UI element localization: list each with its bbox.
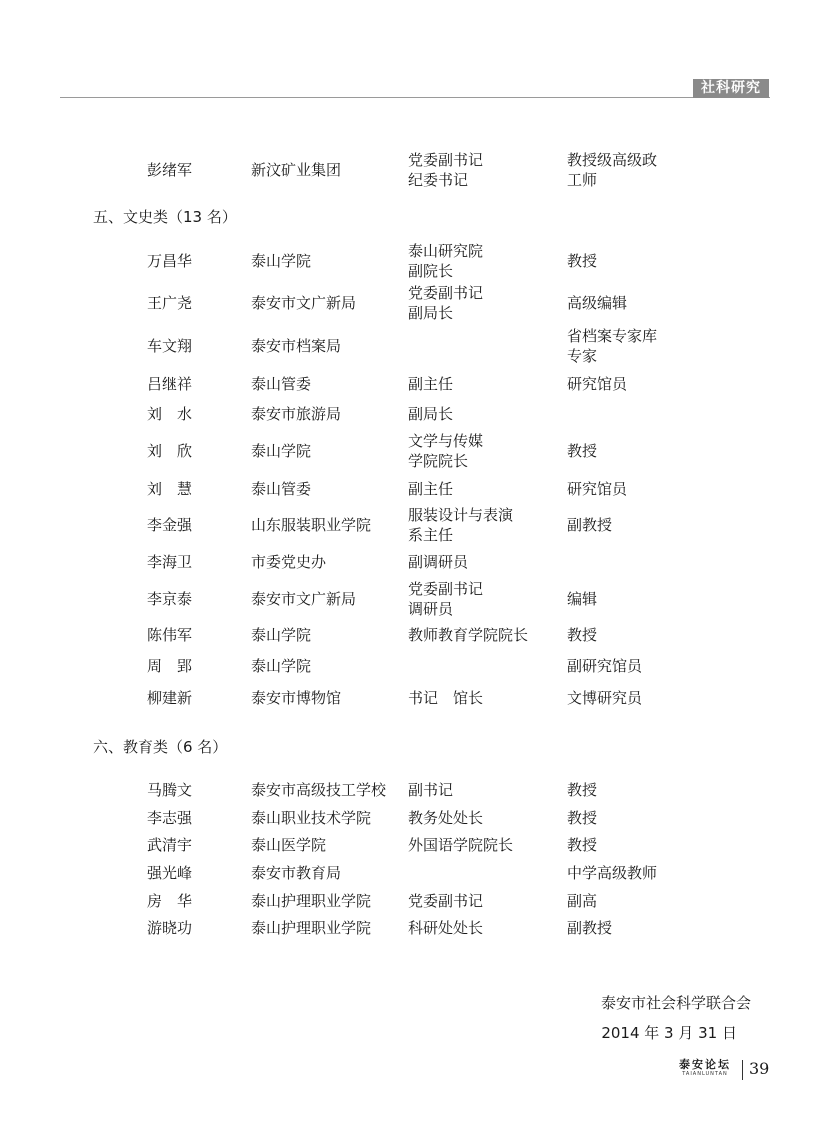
- member-title-line: 副高: [567, 892, 598, 910]
- member-title-line: 教授级高级政: [567, 151, 658, 169]
- member-post-line: 教务处处长: [408, 809, 484, 827]
- member-name: 李海卫: [147, 553, 193, 571]
- member-title-line: 高级编辑: [567, 294, 628, 312]
- member-post: [408, 150, 558, 190]
- member-title-line: 研究馆员: [567, 375, 628, 393]
- member-post: [408, 505, 558, 545]
- member-unit: 泰安市文广新局: [251, 590, 357, 608]
- table-row: [0, 374, 827, 394]
- member-title-line: 副教授: [567, 516, 613, 534]
- member-title-line: 文博研究员: [567, 689, 643, 707]
- member-title-line: 专家: [567, 347, 598, 365]
- section-title-jiaoyu: 六、教育类（6 名）: [93, 738, 228, 756]
- member-post-line: 文学与传媒: [408, 432, 484, 450]
- member-name: 游晓功: [147, 919, 193, 937]
- member-unit: 泰安市文广新局: [251, 294, 357, 312]
- member-post-line: 副主任: [408, 480, 454, 498]
- footer-brand-pinyin: TAIANLUNTAN: [682, 1071, 728, 1077]
- member-title-line: 教授: [567, 809, 598, 827]
- section-tag: 社科研究: [693, 79, 769, 98]
- signature-date: 2014 年 3 月 31 日: [601, 1024, 737, 1042]
- member-post: [408, 552, 558, 572]
- member-post: [408, 780, 558, 800]
- member-title-line: 工师: [567, 171, 598, 189]
- member-unit: 泰山职业技术学院: [251, 809, 372, 827]
- member-post-line: 党委副书记: [408, 151, 484, 169]
- member-name: 李京泰: [147, 590, 193, 608]
- member-title: [567, 625, 687, 645]
- member-post: [408, 431, 558, 471]
- member-post-line: 党委副书记: [408, 892, 484, 910]
- member-post: [408, 404, 558, 424]
- member-unit: 泰安市教育局: [251, 864, 342, 882]
- member-post-line: 泰山研究院: [408, 242, 484, 260]
- member-title: [567, 479, 687, 499]
- table-row: [0, 625, 827, 645]
- signature-org: 泰安市社会科学联合会: [600, 994, 751, 1012]
- member-unit: 泰安市档案局: [251, 337, 342, 355]
- member-name: 刘 欣: [147, 442, 193, 460]
- member-unit: 泰安市高级技工学校: [251, 781, 387, 799]
- member-title-line: 教授: [567, 781, 598, 799]
- member-post-line: 副调研员: [408, 553, 469, 571]
- member-title: [567, 808, 687, 828]
- footer-divider: [742, 1060, 743, 1080]
- member-name: 李志强: [147, 809, 193, 827]
- table-row: [0, 780, 827, 800]
- table-row: [0, 918, 827, 938]
- header-rule: [60, 97, 770, 98]
- table-row: [0, 835, 827, 855]
- member-title-line: 研究馆员: [567, 480, 628, 498]
- member-title: [567, 293, 687, 313]
- member-title-line: 编辑: [567, 590, 598, 608]
- member-unit: 泰山学院: [251, 442, 312, 460]
- table-row: [0, 579, 827, 619]
- page-number: 39: [749, 1059, 770, 1078]
- table-row: [0, 431, 827, 471]
- footer-brand-name: 泰安论坛: [679, 1058, 731, 1071]
- member-name: 刘 慧: [147, 480, 193, 498]
- member-unit: 泰山学院: [251, 657, 312, 675]
- member-name: 吕继祥: [147, 375, 193, 393]
- member-title: [567, 835, 687, 855]
- member-title-line: 教授: [567, 626, 598, 644]
- member-post-line: 党委副书记: [408, 580, 484, 598]
- member-unit: 泰山管委: [251, 480, 312, 498]
- member-name: 车文翔: [147, 337, 193, 355]
- member-post-line: 外国语学院院长: [408, 836, 514, 854]
- member-unit: 泰山护理职业学院: [251, 892, 372, 910]
- member-title: [567, 251, 687, 271]
- table-row: [0, 688, 827, 708]
- member-title: [567, 589, 687, 609]
- member-name: 柳建新: [147, 689, 193, 707]
- member-unit: 新汶矿业集团: [251, 161, 342, 179]
- member-title-line: 教授: [567, 442, 598, 460]
- member-post-line: 党委副书记: [408, 284, 484, 302]
- member-unit: 泰安市旅游局: [251, 405, 342, 423]
- member-name: 马腾文: [147, 781, 193, 799]
- member-post-line: 副院长: [408, 262, 454, 280]
- member-post: [408, 688, 558, 708]
- table-row: [0, 808, 827, 828]
- member-post-line: 教师教育学院院长: [408, 626, 529, 644]
- member-post-line: 副书记: [408, 781, 454, 799]
- member-post: [408, 241, 558, 281]
- table-row: [0, 891, 827, 911]
- member-unit: 市委党史办: [251, 553, 327, 571]
- member-title-line: 教授: [567, 836, 598, 854]
- member-post: [408, 625, 558, 645]
- member-title: [567, 326, 687, 366]
- table-row: [0, 479, 827, 499]
- member-unit: 泰山管委: [251, 375, 312, 393]
- member-title: [567, 688, 687, 708]
- member-unit: 泰安市博物馆: [251, 689, 342, 707]
- member-post-line: 副局长: [408, 304, 454, 322]
- member-post-line: 副局长: [408, 405, 454, 423]
- table-row: [0, 241, 827, 281]
- member-title: [567, 441, 687, 461]
- member-post: [408, 374, 558, 394]
- member-title: [567, 150, 687, 190]
- member-post-line: 书记 馆长: [408, 689, 484, 707]
- member-title-line: 省档案专家库: [567, 327, 658, 345]
- member-unit: 山东服装职业学院: [251, 516, 372, 534]
- member-title-line: 副教授: [567, 919, 613, 937]
- member-name: 陈伟军: [147, 626, 193, 644]
- member-title-line: 副研究馆员: [567, 657, 643, 675]
- member-name: 房 华: [147, 892, 193, 910]
- section-title-wenshi: 五、文史类（13 名）: [93, 208, 237, 226]
- member-post-line: 系主任: [408, 526, 454, 544]
- member-title: [567, 918, 687, 938]
- member-post: [408, 579, 558, 619]
- table-row: [0, 552, 827, 572]
- member-post-line: 学院院长: [408, 452, 469, 470]
- member-title: [567, 515, 687, 535]
- table-row: [0, 283, 827, 323]
- member-name: 武清宇: [147, 836, 193, 854]
- member-title: [567, 656, 687, 676]
- table-row: [0, 404, 827, 424]
- member-post: [408, 918, 558, 938]
- member-name: 万昌华: [147, 252, 193, 270]
- member-title-line: 教授: [567, 252, 598, 270]
- member-title: [567, 891, 687, 911]
- member-title: [567, 780, 687, 800]
- member-post-line: 副主任: [408, 375, 454, 393]
- member-unit: 泰山学院: [251, 626, 312, 644]
- member-name: 彭绪军: [147, 161, 193, 179]
- member-name: 王广尧: [147, 294, 193, 312]
- table-row: [0, 326, 827, 366]
- member-name: 刘 水: [147, 405, 193, 423]
- member-name: 强光峰: [147, 864, 193, 882]
- table-row: [0, 150, 827, 190]
- member-post: [408, 891, 558, 911]
- member-title-line: 中学高级教师: [567, 864, 658, 882]
- member-post: [408, 808, 558, 828]
- member-post: [408, 835, 558, 855]
- member-post: [408, 283, 558, 323]
- member-title: [567, 374, 687, 394]
- member-post-line: 纪委书记: [408, 171, 469, 189]
- member-post-line: 科研处处长: [408, 919, 484, 937]
- member-unit: 泰山护理职业学院: [251, 919, 372, 937]
- table-row: [0, 656, 827, 676]
- member-name: 李金强: [147, 516, 193, 534]
- member-post-line: 调研员: [408, 600, 454, 618]
- member-unit: 泰山学院: [251, 252, 312, 270]
- member-title: [567, 863, 687, 883]
- member-post: [408, 479, 558, 499]
- table-row: [0, 505, 827, 545]
- footer-brand: [672, 1058, 738, 1078]
- member-unit: 泰山医学院: [251, 836, 327, 854]
- member-name: 周 郢: [147, 657, 193, 675]
- table-row: [0, 863, 827, 883]
- member-post-line: 服装设计与表演: [408, 506, 514, 524]
